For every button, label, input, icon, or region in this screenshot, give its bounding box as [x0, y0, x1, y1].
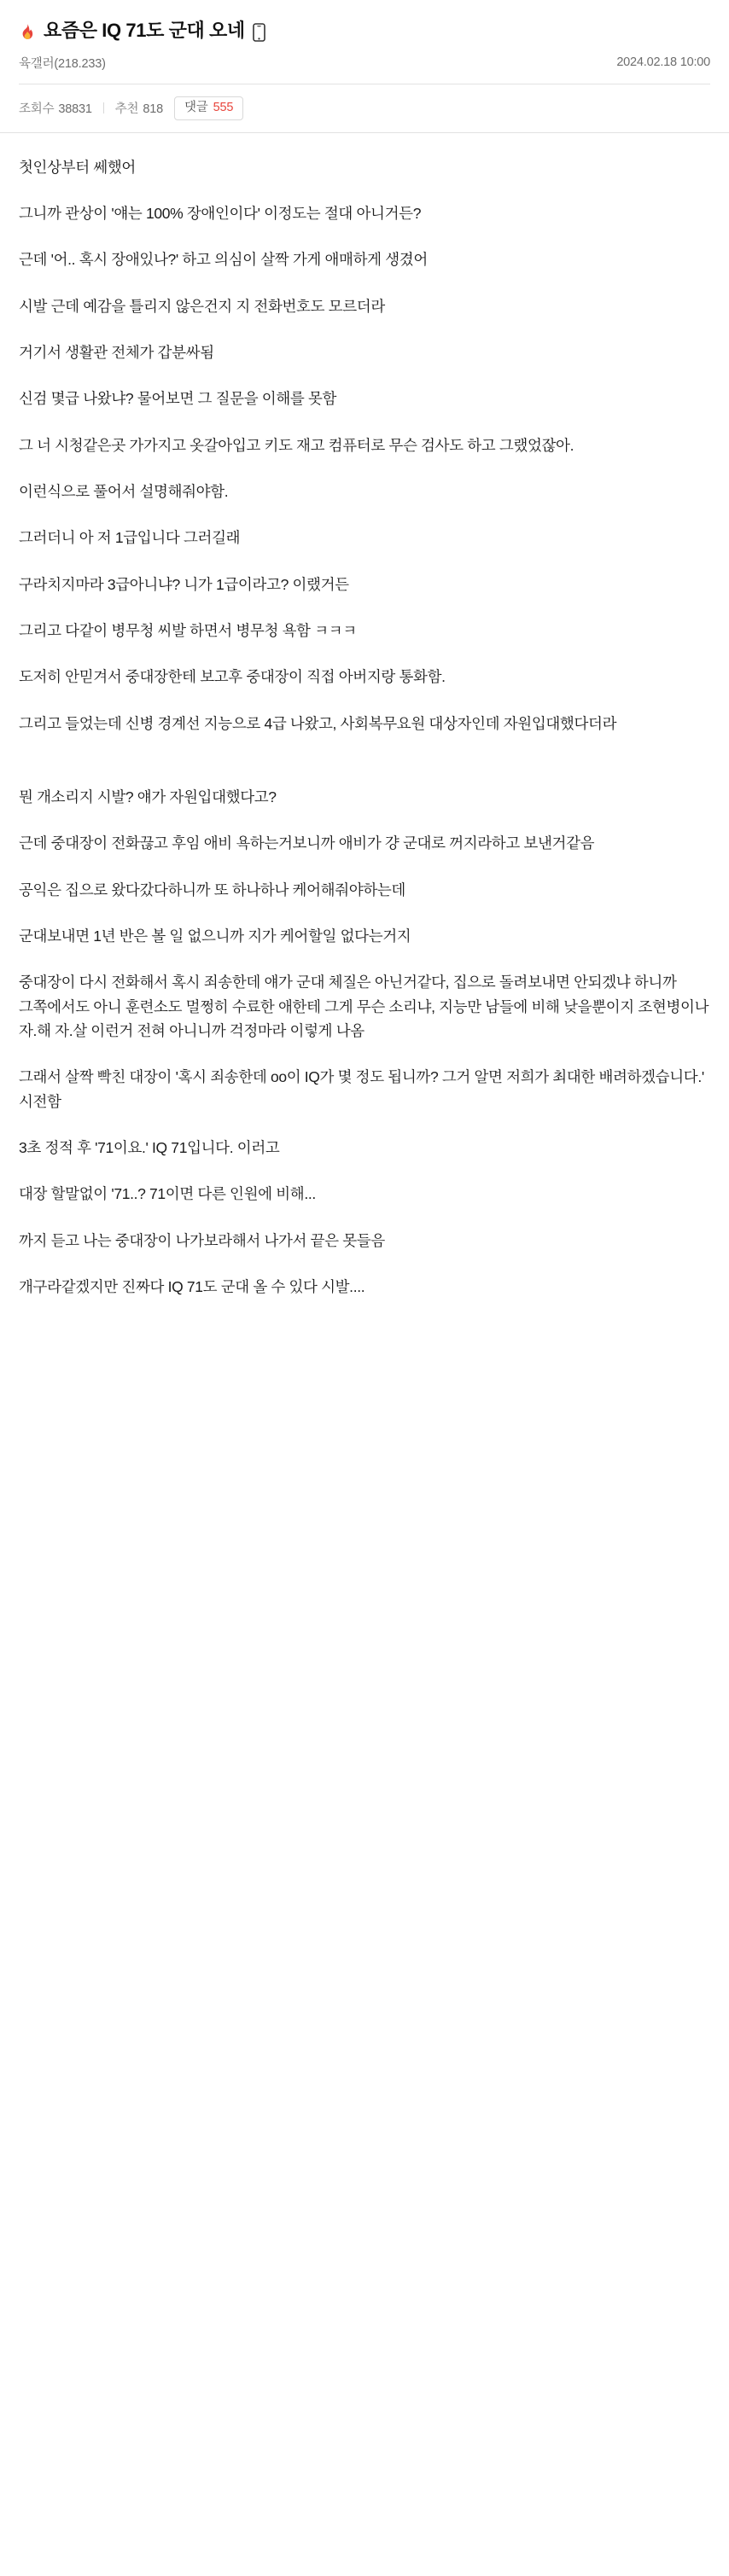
view-count — [19, 99, 92, 117]
fire-icon — [19, 23, 36, 40]
post-paragraph: 그리고 들었는데 신병 경계선 지능으로 4급 나왔고, 사회복무요원 대상자인데 자원입대했다더라 — [19, 714, 617, 732]
post-paragraph: 개구라같겠지만 진짜다 IQ 71도 군대 올 수 있다 시발.... — [19, 1278, 365, 1296]
post-paragraph: 공익은 집으로 왔다갔다하니까 또 하나하나 케어해줘야하는데 — [19, 881, 405, 898]
post-paragraph: 도저히 안믿겨서 중대장한테 보고후 중대장이 직접 아버지랑 통화함. — [19, 668, 446, 686]
post-body — [0, 133, 729, 1334]
post-stats — [0, 84, 729, 132]
post-paragraph: 그러더니 아 저 1급입니다 그러길래 — [19, 529, 241, 547]
comment-button[interactable] — [174, 96, 243, 120]
post-paragraph: 중대장이 다시 전화해서 혹시 죄송한데 얘가 군대 체질은 아닌거같다, 집으로 돌려보내면 안되겠냐 하니까 그쪽에서도 아니 훈련소도 멀쩡히 수료한 애한테 그게 무슨 소리냐, 지능만 남들에 비해 낮을뿐이지 조현병이나 자.해 자.살 이런거 전혀 아니니까 걱정마라 이렇게 나옴 — [19, 974, 709, 1040]
page-title: 요즘은 IQ 71도 군대 오네 — [44, 20, 245, 41]
post-paragraph: 이런식으로 풀어서 설명해줘야함. — [19, 482, 229, 500]
like-count-label: 추천 — [114, 102, 139, 117]
post-paragraph: 근데 '어.. 혹시 장애있나?' 하고 의심이 살짝 가게 애매하게 생겼어 — [19, 251, 428, 269]
like-count[interactable] — [115, 99, 163, 117]
mobile-phone-icon — [253, 23, 265, 42]
post-date: 2024.02.18 10:00 — [616, 55, 710, 70]
like-count-value: 818 — [143, 102, 163, 117]
stat-separator — [103, 102, 104, 113]
post-paragraph: 3초 정적 후 '71이요.' IQ 71입니다. 이러고 — [19, 1139, 280, 1157]
post-paragraph: 그 너 시청같은곳 가가지고 옷갈아입고 키도 재고 컴퓨터로 무슨 검사도 하고 그랬었잖아. — [19, 436, 574, 454]
post-paragraph: 신검 몇급 나왔냐? 물어보면 그 질문을 이해를 못함 — [19, 390, 337, 408]
post-paragraph: 뭔 개소리지 시발? 얘가 자원입대했다고? — [19, 788, 277, 805]
post-meta — [19, 44, 710, 84]
comment-label: 댓글 — [184, 100, 208, 114]
post-paragraph: 군대보내면 1년 반은 볼 일 없으니까 지가 케어할일 없다는거지 — [19, 927, 411, 945]
post-paragraph: 대장 할말없이 '71..? 71이면 다른 인원에 비해... — [19, 1185, 316, 1203]
post-paragraph: 구라치지마라 3급아니냐? 니가 1급이라고? 이랬거든 — [19, 575, 349, 593]
post-paragraph: 근데 중대장이 전화끊고 후임 애비 욕하는거보니까 애비가 걍 군대로 꺼지라하고 보낸거같음 — [19, 834, 595, 852]
post-paragraph: 시발 근데 예감을 틀리지 않은건지 지 전화번호도 모르더라 — [19, 297, 385, 315]
post-header — [0, 0, 729, 84]
post-paragraph: 그리고 다같이 병무청 씨발 하면서 병무청 욕함 ㅋㅋㅋ — [19, 621, 357, 639]
post-paragraph: 첫인상부터 쎄했어 — [19, 158, 136, 176]
post-paragraph: 거기서 생활관 전체가 갑분싸됨 — [19, 343, 214, 361]
post-paragraph: 까지 듣고 나는 중대장이 나가보라해서 나가서 끝은 못들음 — [19, 1231, 385, 1249]
view-count-label: 조회수 — [19, 102, 55, 117]
post-author[interactable]: 육갤러(218.233) — [19, 56, 106, 71]
view-count-value: 38831 — [58, 102, 92, 117]
title-row — [19, 15, 710, 44]
post-paragraph: 그래서 살짝 빡친 대장이 '혹시 죄송한데 oo이 IQ가 몇 정도 됩니까? 그거 알면 저희가 최대한 배려하겠습니다.' 시전함 — [19, 1068, 704, 1110]
post-paragraph: 그니까 관상이 '얘는 100% 장애인이다' 이정도는 절대 아니거든? — [19, 204, 422, 222]
comment-count-value: 555 — [213, 100, 234, 114]
